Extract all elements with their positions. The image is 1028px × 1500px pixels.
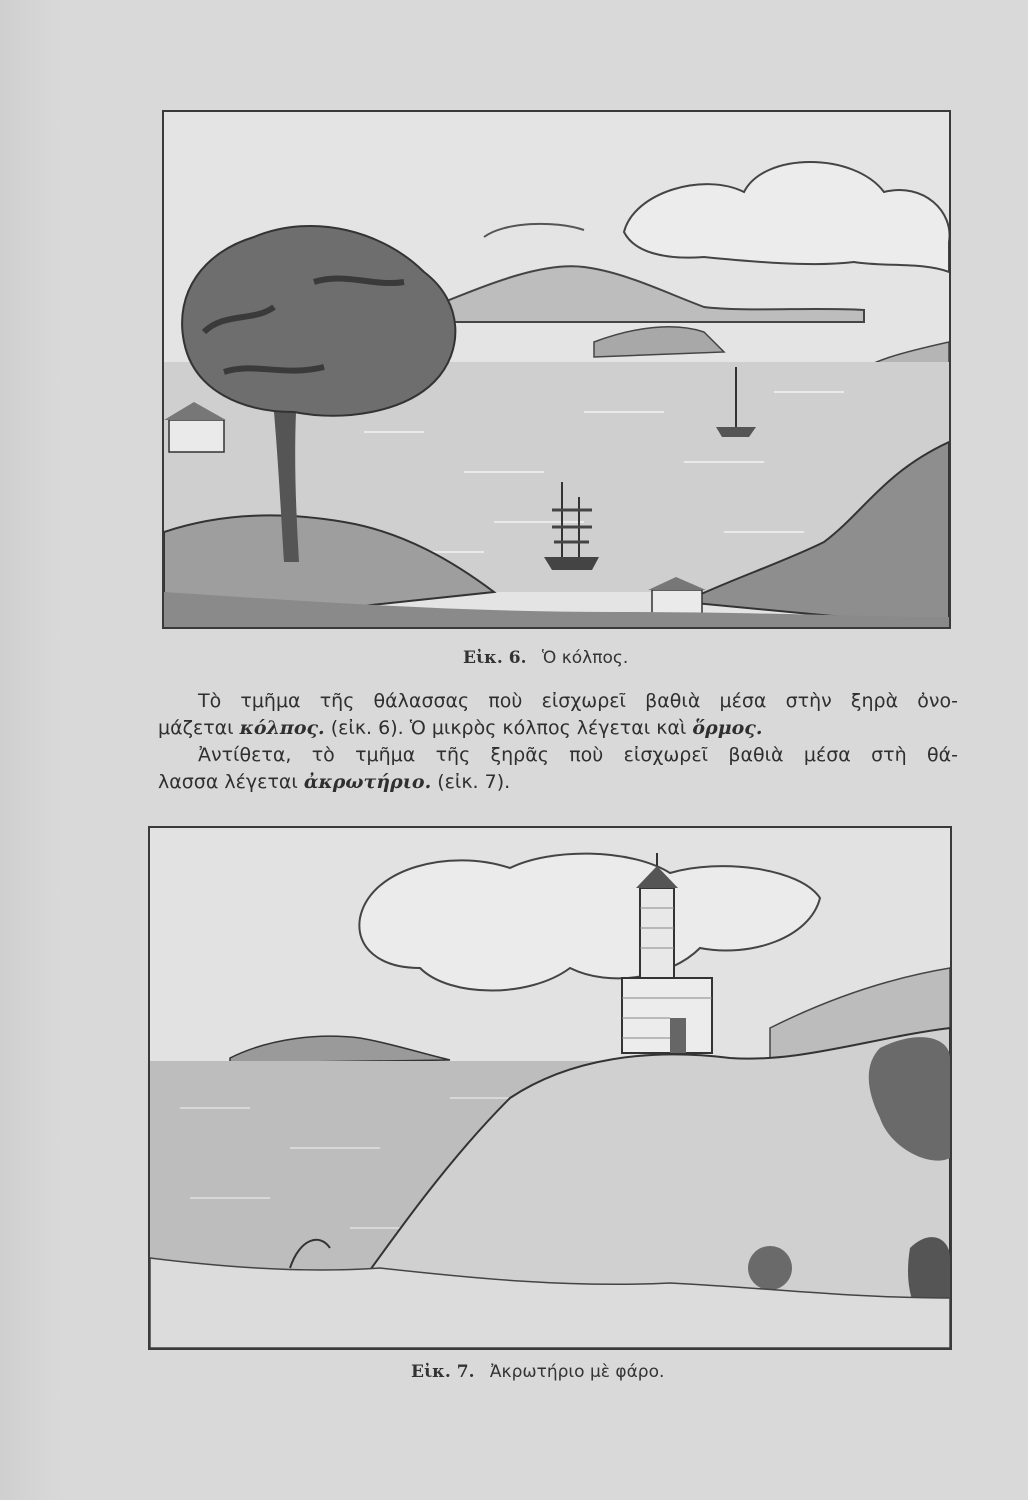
paragraph-2-line-2-end: (εἰκ. 7). [437, 771, 511, 793]
figure-7-caption-text: Ἀκρωτήριο μὲ φάρο. [489, 1362, 665, 1382]
page-edge [0, 0, 60, 1500]
cape-drawing [150, 828, 950, 1348]
paragraph-2-line-2-start: λασσα λέγεται [158, 771, 298, 793]
figure-bay-illustration [162, 110, 951, 629]
paragraph-2-line-1: Ἀντίθετα, τὸ τμῆμα τῆς ξηρᾶς ποὺ εἰσχωρεῖ βαθιὰ μέσα στὴ θά- [198, 744, 958, 766]
bay-drawing [164, 112, 949, 627]
term-ormos: ὅρμος. [692, 717, 763, 739]
figure-7-caption [411, 1362, 664, 1382]
figure-7-caption-number: Εἰκ. 7. [411, 1362, 475, 1382]
term-kolpos: κόλπος. [239, 717, 325, 739]
paragraph-1-line-2-mid: (εἰκ. 6). Ὁ μικρὸς κόλπος λέγεται καὶ [330, 717, 687, 739]
figure-cape-lighthouse-illustration [148, 826, 952, 1350]
paragraph-1-line-1: Τὸ τμῆμα τῆς θάλασσας ποὺ εἰσχωρεῖ βαθιὰ μέσα στὴν ξηρὰ ὀνο- [198, 690, 958, 712]
term-akrotirio: ἀκρωτήριο. [303, 771, 432, 793]
figure-6-caption [463, 648, 628, 668]
body-text [158, 688, 958, 796]
paragraph-2-line-2 [158, 769, 958, 796]
paragraph-1-line-2 [158, 715, 958, 742]
figure-6-caption-text: Ὁ κόλπος. [541, 648, 629, 668]
paragraph-1-line-2-start: μάζεται [158, 717, 234, 739]
figure-6-caption-number: Εἰκ. 6. [463, 648, 527, 668]
